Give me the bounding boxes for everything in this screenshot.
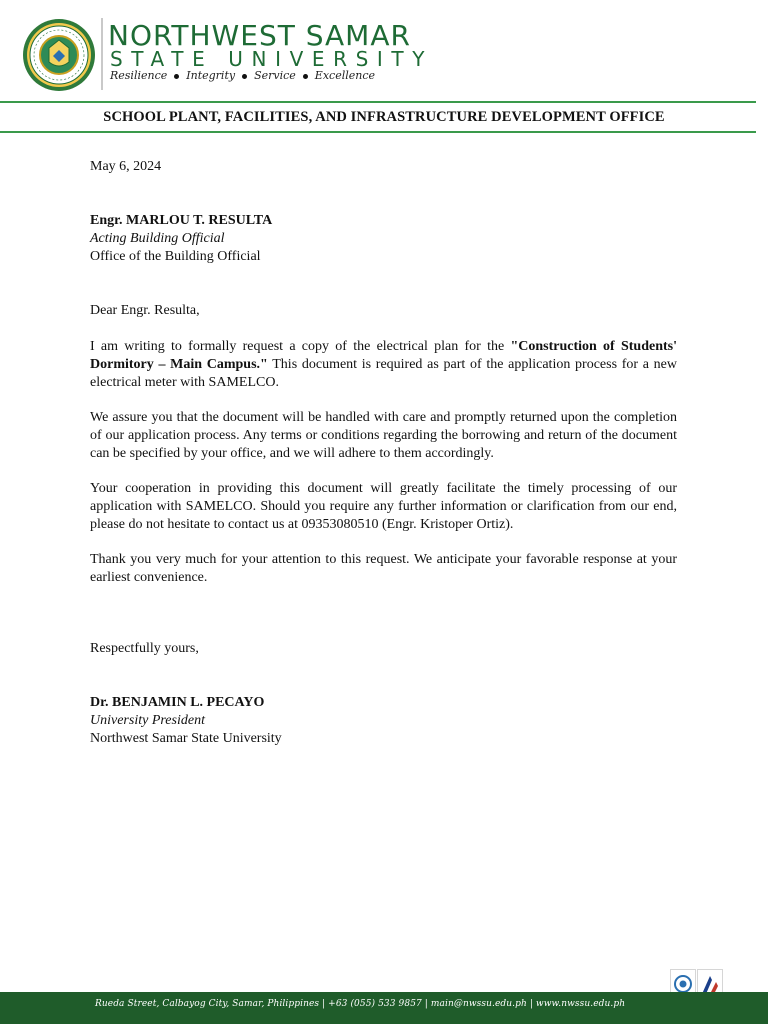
paragraph-request-intro: I am writing to formally request a copy of the electrical plan for the [90,339,511,354]
university-subname: STATE UNIVERSITY [110,47,434,71]
salutation: Dear Engr. Resulta, [90,303,200,318]
core-value-resilience: Resilience [110,69,168,82]
bullet-icon [242,74,247,79]
signature-block [90,694,677,748]
bullet-icon [174,74,179,79]
recipient-name: Engr. MARLOU T. RESULTA [90,213,273,228]
office-band [0,101,756,133]
paragraph-assurance: We assure you that the document will be handled with care and promptly returned upon the completion of our application process. Any terms or conditions regarding the borrowing and return of the document can be specified by your office, and we will adhere to them accordingly. [90,410,677,461]
recipient-title: Acting Building Official [90,231,225,246]
footer-contact: Rueda Street, Calbayog City, Samar, Philippines | +63 (055) 533 9857 | main@nwssu.edu.ph | www.nwssu.edu.ph [95,999,626,1009]
office-title: SCHOOL PLANT, FACILITIES, AND INFRASTRUCTURE DEVELOPMENT OFFICE [103,109,665,125]
paragraph-thanks: Thank you very much for your attention to this request. We anticipate your favorable response at your earliest convenience. [90,552,677,585]
core-value-excellence: Excellence [314,69,376,82]
core-value-service: Service [254,69,296,82]
paragraph-request-rest: This document is required as part of the application process for a new electrical meter with SAMELCO. [90,357,677,390]
recipient-office: Office of the Building Official [90,249,261,264]
bullet-icon [303,74,308,79]
signatory-name: Dr. BENJAMIN L. PECAYO [90,695,265,710]
university-seal-icon [22,18,96,92]
recipient-block [90,212,677,266]
letterhead [0,0,768,100]
letter-date: May 6, 2024 [90,159,162,174]
signatory-title: University President [90,713,205,728]
closing: Respectfully yours, [90,641,199,656]
paragraph-cooperation: Your cooperation in providing this document will greatly facilitate the timely processing of our application with SAMELCO. Should you require any further information or clarification from our end, please do not hesitate to contact us at 09353080510 (Engr. Kristoper Ortiz). [90,481,677,532]
core-values [110,68,375,84]
paragraph-request [90,338,677,392]
letter-body [90,158,677,748]
university-name: NORTHWEST SAMAR [108,19,411,52]
project-title: "Construction of Students' Dormitory – Main Campus." [90,339,677,372]
header-divider [101,18,103,90]
signatory-org: Northwest Samar State University [90,731,282,746]
core-value-integrity: Integrity [186,69,236,82]
footer-bar [0,992,768,1024]
